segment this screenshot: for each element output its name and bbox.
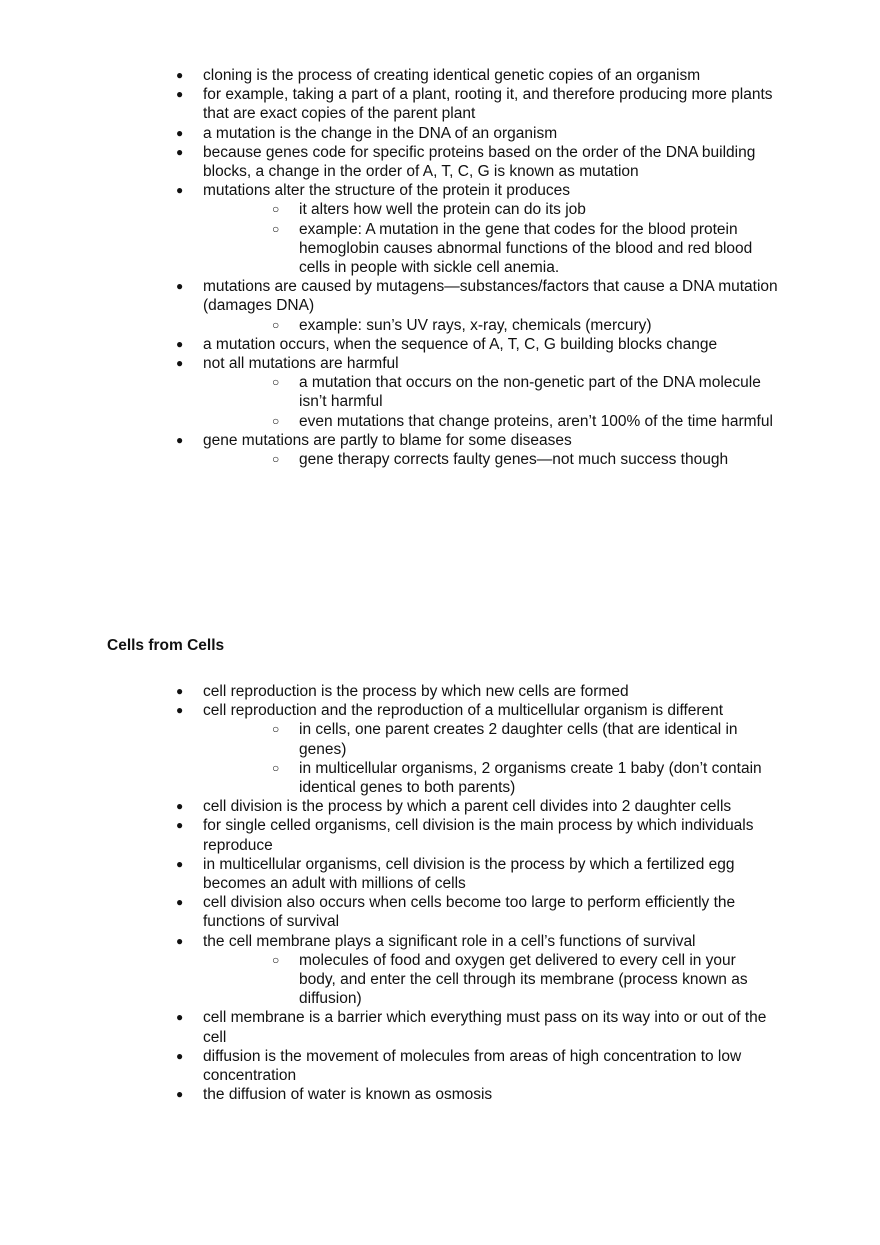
bullet-item: ● for example, taking a part of a plant, rooting it, and therefore producing more plants that are exact copies of the parent plant — [0, 85, 778, 123]
section-heading: Cells from Cells — [107, 637, 225, 654]
sub-bullet-item: ○ a mutation that occurs on the non-genetic part of the DNA molecule isn’t harmful — [0, 373, 774, 411]
bullet-item: ● a mutation occurs, when the sequence of A, T, C, G building blocks change — [0, 335, 778, 354]
sub-bullet-item: ○ it alters how well the protein can do its job — [0, 200, 774, 219]
bullet-item: ● not all mutations are harmful — [0, 354, 778, 373]
bullet-item: ● for single celled organisms, cell division is the main process by which individuals reproduce — [0, 816, 778, 854]
bullet-item: ● cell division also occurs when cells become too large to perform efficiently the functions of survival — [0, 893, 778, 931]
bullet-item: ● cell reproduction is the process by which new cells are formed — [0, 682, 778, 701]
bullet-item: ● mutations are caused by mutagens—substances/factors that cause a DNA mutation (damages DNA) — [0, 277, 778, 315]
mutations-notes-section — [0, 66, 880, 469]
bullet-item: ● cell reproduction and the reproduction of a multicellular organism is different — [0, 701, 778, 720]
bullet-item: ● the diffusion of water is known as osmosis — [0, 1085, 778, 1104]
sub-bullet-item: ○ example: sun’s UV rays, x-ray, chemicals (mercury) — [0, 316, 774, 335]
sub-bullet-item: ○ in cells, one parent creates 2 daughter cells (that are identical in genes) — [0, 720, 774, 758]
bullet-item: ● diffusion is the movement of molecules from areas of high concentration to low concentration — [0, 1047, 778, 1085]
sub-bullet-item: ○ molecules of food and oxygen get delivered to every cell in your body, and enter the cell through its membrane (process known as diffusion) — [0, 951, 774, 1009]
bullet-item: ● gene mutations are partly to blame for some diseases — [0, 431, 778, 450]
bullet-item: ● cell division is the process by which a parent cell divides into 2 daughter cells — [0, 797, 778, 816]
sub-bullet-item: ○ even mutations that change proteins, aren’t 100% of the time harmful — [0, 412, 774, 431]
bullet-item: ● a mutation is the change in the DNA of an organism — [0, 124, 778, 143]
cells-bullet-list — [0, 682, 880, 1104]
bullet-item: ● the cell membrane plays a significant role in a cell’s functions of survival — [0, 932, 778, 951]
sub-bullet-item: ○ in multicellular organisms, 2 organisms create 1 baby (don’t contain identical genes to both parents) — [0, 759, 774, 797]
sub-bullet-item: ○ example: A mutation in the gene that codes for the blood protein hemoglobin causes abnormal functions of the blood and red blood cells in people with sickle cell anemia. — [0, 220, 774, 278]
mutations-bullet-list — [0, 66, 880, 469]
bullet-item: ● cloning is the process of creating identical genetic copies of an organism — [0, 66, 778, 85]
bullet-item: ● cell membrane is a barrier which everything must pass on its way into or out of the cell — [0, 1008, 778, 1046]
sub-bullet-item: ○ gene therapy corrects faulty genes—not much success though — [0, 450, 774, 469]
bullet-item: ● in multicellular organisms, cell division is the process by which a fertilized egg becomes an adult with millions of cells — [0, 855, 778, 893]
bullet-item: ● mutations alter the structure of the protein it produces — [0, 181, 778, 200]
bullet-item: ● because genes code for specific proteins based on the order of the DNA building blocks, a change in the order of A, T, C, G is known as mutation — [0, 143, 778, 181]
